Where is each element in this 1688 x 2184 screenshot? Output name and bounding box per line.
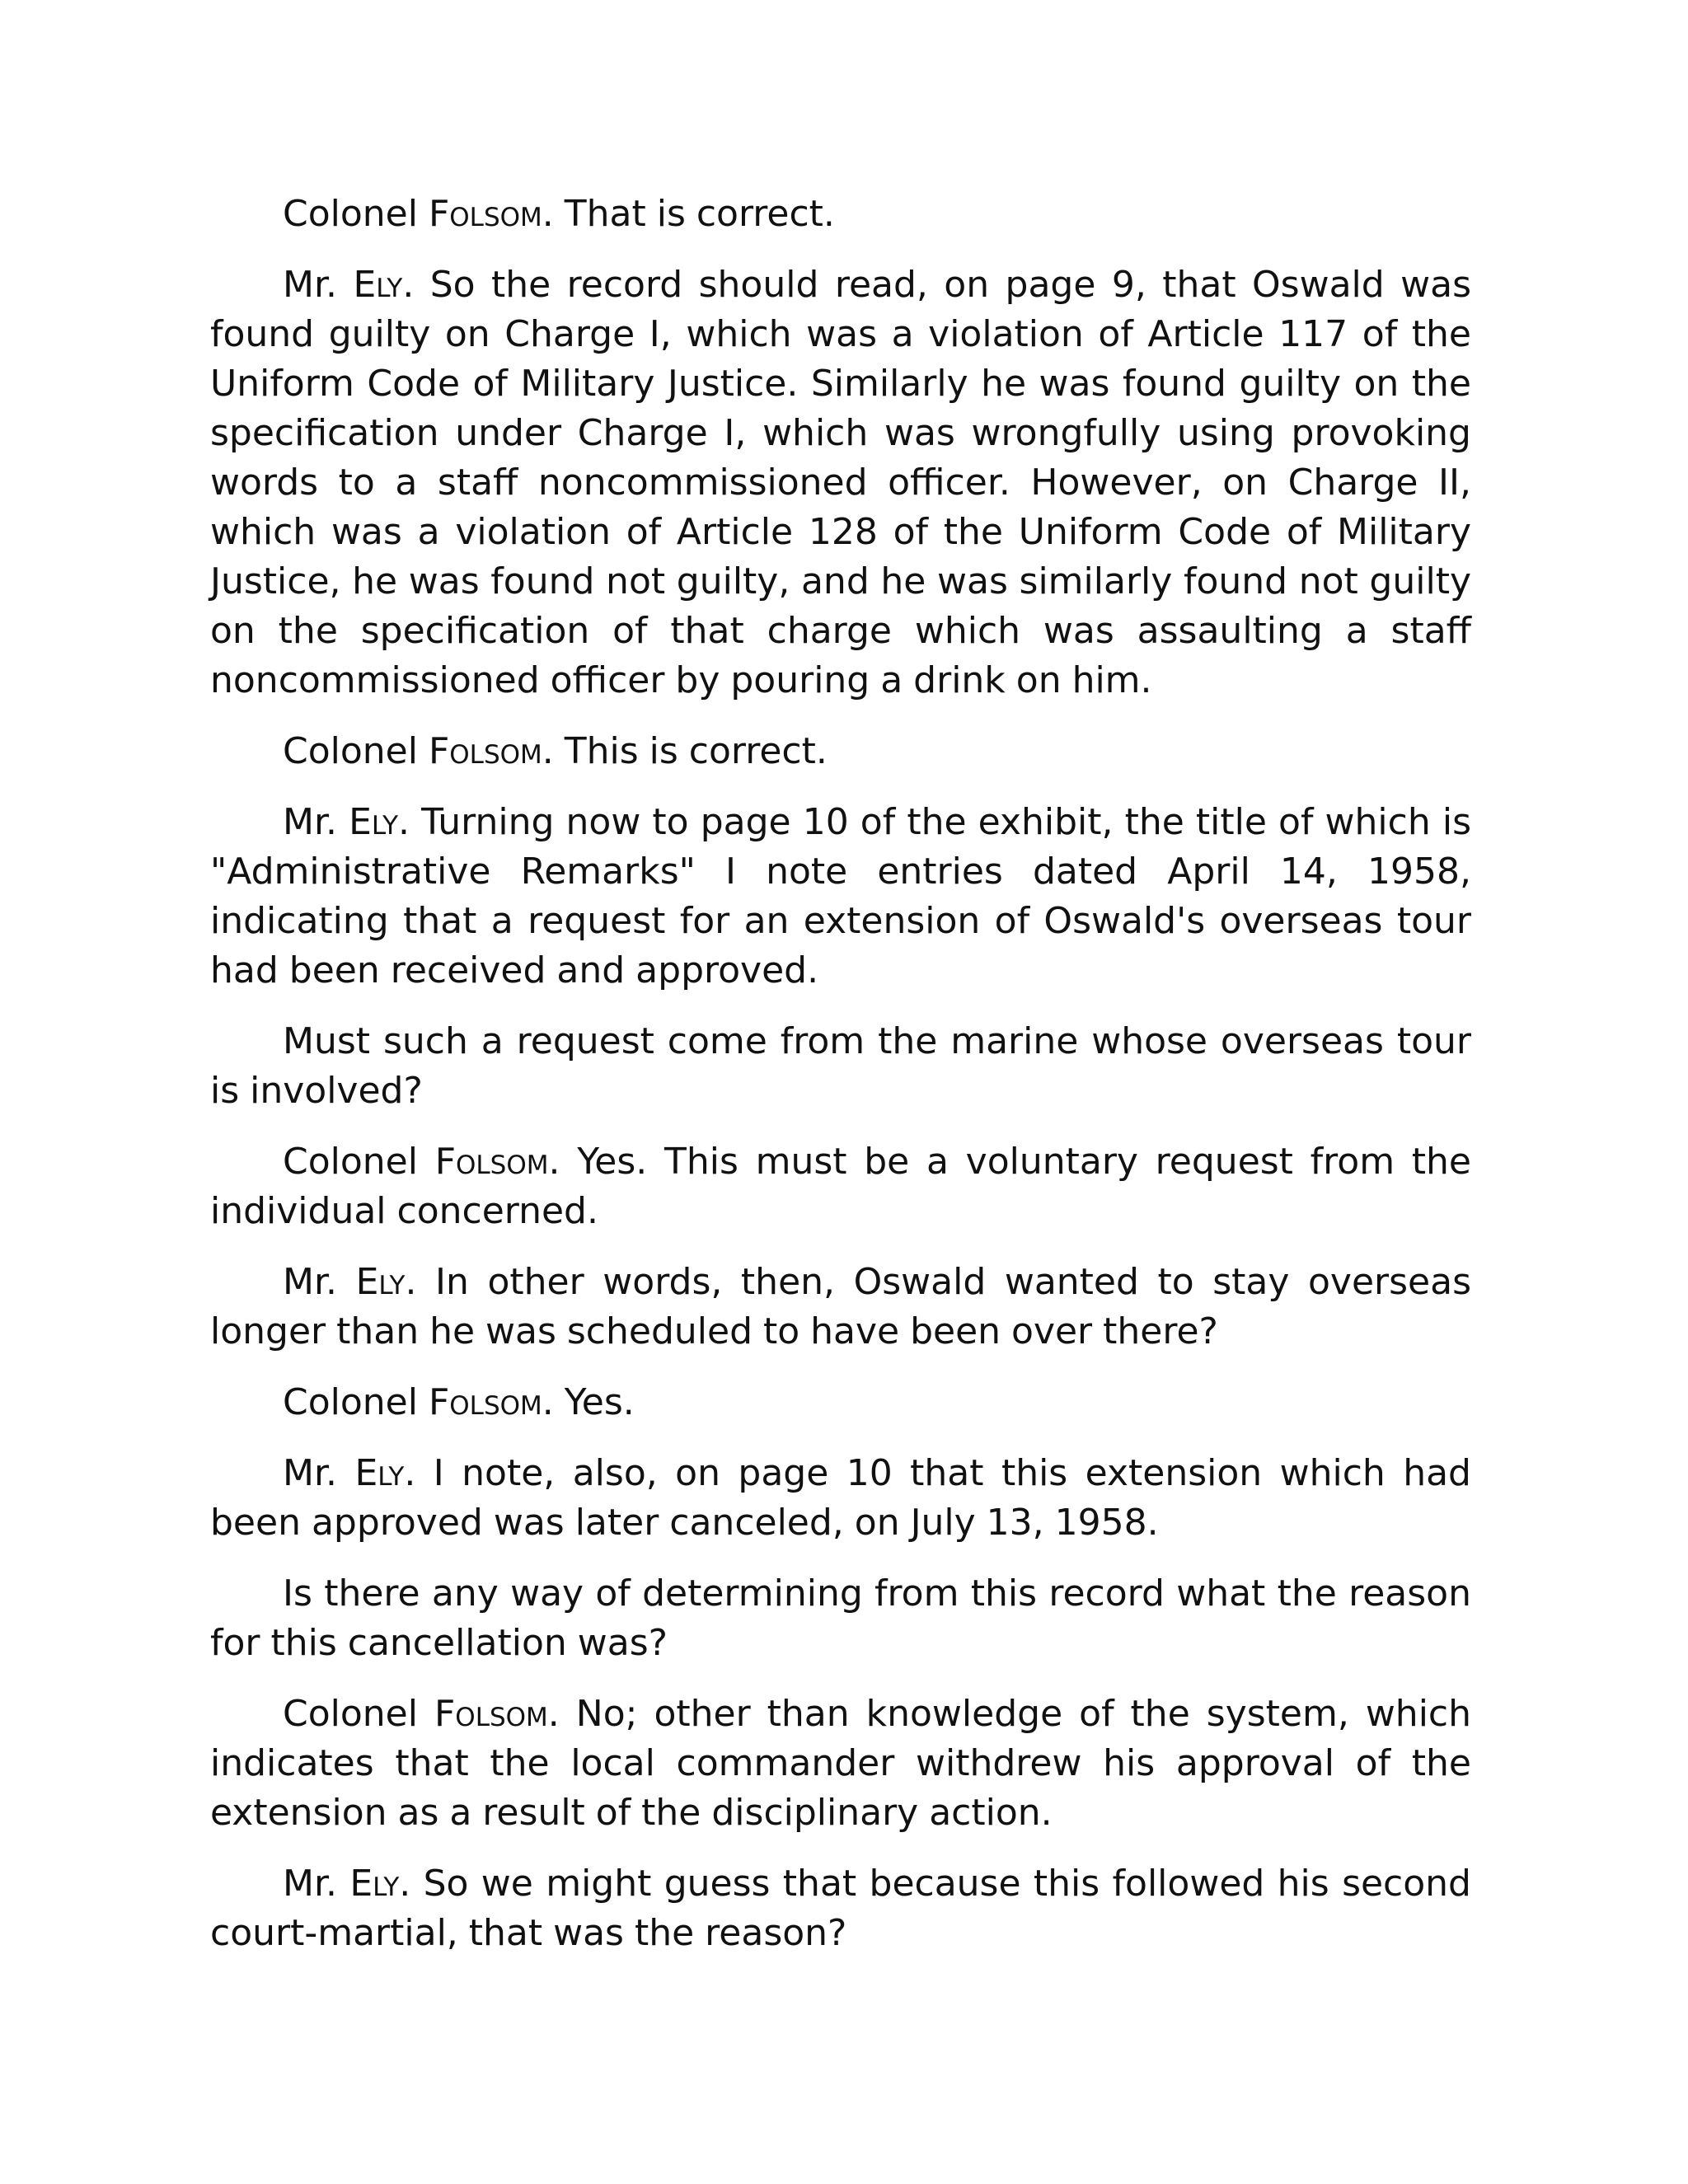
paragraph-12 [210, 1859, 1471, 1958]
speaker-prefix: Mr. [283, 264, 354, 306]
speaker-prefix: Colonel [283, 193, 429, 235]
paragraph-9 [210, 1449, 1471, 1548]
speaker-name: Folsom [428, 193, 542, 235]
speaker-prefix: Colonel [283, 1693, 434, 1735]
speaker-prefix: Mr. [283, 1863, 350, 1905]
speaker-name: Ely [349, 801, 398, 843]
paragraph-4 [210, 798, 1471, 996]
speaker-prefix: Mr. [283, 801, 349, 843]
paragraph-8 [210, 1378, 1471, 1427]
speaker-prefix: Mr. [283, 1452, 355, 1494]
paragraph-text: . Yes. This must be a voluntary request from the individual concerned. [210, 1141, 1471, 1232]
transcript-page [210, 190, 1471, 1980]
paragraph-6 [210, 1137, 1471, 1236]
paragraph-text: . This is correct. [542, 730, 828, 772]
speaker-name: Folsom [434, 1693, 548, 1735]
paragraph-text: . So the record should read, on page 9, that Oswald was found guilty on Charge I, which was a violation of Article 117 of the Uniform Code of Military Justice. Similarly he was found guilty on the specification under Charge I, which was wrongfully using provoking words to a staff noncommissioned officer. However, on Charge II, which was a violation of Article 128 of the Uniform Code of Military Justice, he was found not guilty, and he was similarly found not guilty on the specification of that charge which was assaulting a staff noncommissioned officer by pouring a drink on him. [210, 264, 1471, 701]
paragraph-text: . Yes. [542, 1381, 635, 1423]
paragraph-text: . No; other than knowledge of the system, which indicates that the local commander withdrew his approval of the extension as a result of the disciplinary action. [210, 1693, 1471, 1834]
speaker-name: Ely [353, 264, 403, 306]
paragraph-11 [210, 1690, 1471, 1838]
paragraph-text: . So we might guess that because this followed his second court-martial, that was the reason? [210, 1863, 1471, 1954]
speaker-name: Ely [355, 1261, 406, 1303]
paragraph-1 [210, 190, 1471, 239]
speaker-name: Ely [354, 1452, 405, 1494]
speaker-prefix: Colonel [283, 1141, 435, 1183]
paragraph-text: . In other words, then, Oswald wanted to stay overseas longer than he was scheduled to have been over there? [210, 1261, 1472, 1352]
paragraph-text: . Turning now to page 10 of the exhibit, the title of which is "Administrative Remarks" I note entries dated April 14, 1958, indicating that a request for an extension of Oswald's overseas tour had been received and approved. [210, 801, 1471, 991]
paragraph-5 [210, 1017, 1471, 1116]
paragraph-text: . I note, also, on page 10 that this extension which had been approved was later canceled, on July 13, 1958. [210, 1452, 1471, 1544]
paragraph-3 [210, 727, 1471, 776]
paragraph-7 [210, 1258, 1471, 1357]
speaker-prefix: Colonel [283, 1381, 429, 1423]
paragraph-text: Is there any way of determining from this record what the reason for this cancellation was? [210, 1572, 1471, 1664]
paragraph-10 [210, 1569, 1471, 1668]
paragraph-text: . That is correct. [542, 193, 835, 235]
paragraph-2 [210, 260, 1471, 705]
speaker-prefix: Colonel [283, 730, 429, 772]
speaker-prefix: Mr. [283, 1261, 356, 1303]
speaker-name: Folsom [428, 1381, 542, 1423]
paragraph-text: Must such a request come from the marine whose overseas tour is involved? [210, 1020, 1471, 1112]
speaker-name: Folsom [428, 730, 542, 772]
speaker-name: Ely [349, 1863, 400, 1905]
speaker-name: Folsom [434, 1141, 549, 1183]
